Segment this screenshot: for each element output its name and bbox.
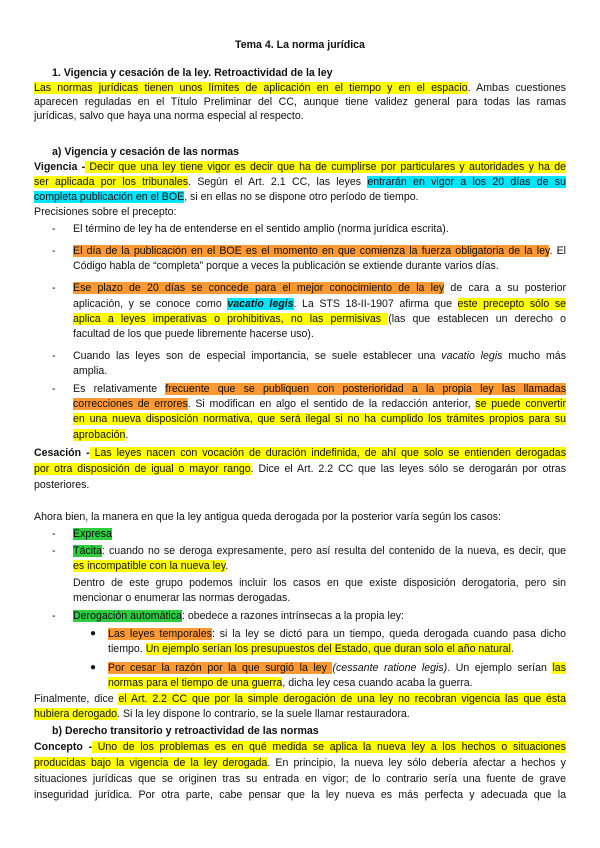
dash-bullet: - <box>52 282 56 294</box>
subheading-b: b) Derecho transitorio y retroactividad de las normas <box>52 725 319 737</box>
intro-line-1: Las normas jurídicas tienen unos límites de aplicación en el tiempo y en el espacio. Ambas cuestiones <box>34 82 566 94</box>
precision-3-line-1: Ese plazo de 20 días se concede para el mejor conocimiento de la ley de cara a su posterior <box>73 282 566 294</box>
derogacion-tacita-line-1: Tácita: cuando no se deroga expresamente, pero así resulta del contenido de la nueva, es decir, que <box>73 545 566 557</box>
concepto-line-3: situaciones jurídicas que se originen tras su entrada en vigor; de lo contrario sería una fuente de grave <box>34 773 566 785</box>
intro-line-3: jurídicas, salvo que haya una norma especial al respecto. <box>34 110 304 122</box>
vigencia-line-3: completa publicación en el BOE, si en ellas no se dispone otro período de tiempo. <box>34 191 419 203</box>
automatica-item-1-line-1: Las leyes temporales: si la ley se dictó para un tiempo, queda derogada cuando pasa dicho <box>108 628 567 640</box>
intro-line-2: aparecen reguladas en el Título Preliminar del CC, aunque tiene validez general para todas las ramas <box>34 96 566 108</box>
concepto-line-4: inseguridad jurídica. Por otra parte, cabe pensar que la ley nueva es más perfecta y adecuada que la <box>34 789 566 801</box>
precision-5-line-3: en una nueva disposición normativa, que será ilegal si no ha cumplido los trámites propios para su <box>73 413 566 425</box>
precision-2-line-1: El día de la publicación en el BOE es el momento en que comienza la fuerza obligatoria de la ley. El <box>73 245 566 257</box>
derogacion-tacita-line-4: mencionar o enumerar las normas derogadas. <box>73 592 291 604</box>
cesacion-line-3: posteriores. <box>34 479 90 491</box>
dash-bullet: - <box>52 528 56 540</box>
dash-bullet: - <box>52 545 56 557</box>
precision-1: El término de ley ha de entenderse en el sentido amplio (norma jurídica escrita). <box>73 223 449 235</box>
precision-5-line-2: correcciones de errores. Si modifican en algo el sentido de la redacción anterior, se puede convertir <box>73 398 566 410</box>
cesacion-line-2: por otra disposición de igual o mayor rango. Dice el Art. 2.2 CC que las leyes sólo se derogarán por otras <box>34 463 566 475</box>
precision-4-line-2: amplia. <box>73 365 108 377</box>
derogacion-automatica: Derogación automática: obedece a razones intrínsecas a la propia ley: <box>73 610 404 622</box>
automatica-item-2-line-1: Por cesar la razón por la que surgió la ley (cessante ratione legis). Un ejemplo serían las <box>108 662 566 674</box>
dash-bullet: - <box>52 350 56 362</box>
automatica-item-1-line-2: tiempo. Un ejemplo serían los presupuestos del Estado, que duran solo el año natural. <box>108 643 514 655</box>
derogacion-tacita-line-3: Dentro de este grupo podemos incluir los casos en que existe disposición derogatoria, pero sin <box>73 577 566 589</box>
dash-bullet: - <box>52 610 56 622</box>
ahora-line: Ahora bien, la manera en que la ley antigua queda derogada por la posterior varía según los casos: <box>34 511 502 523</box>
precision-5-line-4: aprobación. <box>73 429 129 441</box>
precision-2-line-2: Código habla de “completa” porque a veces la publicación se extiende durante varios días. <box>73 260 499 272</box>
dash-bullet: - <box>52 245 56 257</box>
dash-bullet: - <box>52 383 56 395</box>
vigencia-line-1: Vigencia - Decir que una ley tiene vigor es decir que ha de cumplirse por particulares y autoridades y ha de <box>34 161 566 173</box>
subheading-a: a) Vigencia y cesación de las normas <box>52 146 240 158</box>
vigencia-line-2: ser aplicada por los tribunales. Según el Art. 2.1 CC, las leyes entrarán en vigor a los 20 días de su <box>34 176 566 188</box>
precision-4-line-1: Cuando las leyes son de especial importancia, se suele establecer una vacatio legis mucho más <box>73 350 567 362</box>
concepto-line-1: Concepto - Uno de los problemas es en qué medida se aplica la nueva ley a los hechos o situaciones <box>34 741 566 753</box>
precision-3-line-3: aplica a leyes imperativas o prohibitivas, no las permisivas (las que establecen un derecho o <box>73 313 566 325</box>
round-bullet: ● <box>90 628 97 639</box>
concepto-line-2: producidas bajo la vigencia de la ley derogada. En principio, la nueva ley sólo debería afectar a hechos y <box>34 757 566 769</box>
precision-3-line-2: aplicación, y se conoce como vacatio legis. La STS 18-II-1907 afirma que este precepto sólo se <box>73 298 567 310</box>
page-title: Tema 4. La norma jurídica <box>235 39 365 51</box>
dash-bullet: - <box>52 223 56 235</box>
finalmente-line-2: hubiera derogado. Si la ley dispone lo contrario, se la suele llamar restauradora. <box>34 708 410 720</box>
automatica-item-2-line-2: normas para el tiempo de una guerra, dicha ley cesa cuando acaba la guerra. <box>108 677 473 689</box>
section-heading-1: 1. Vigencia y cesación de la ley. Retroactividad de la ley <box>52 67 333 79</box>
precision-3-line-4: facultad de los que puede libremente hacerse uso). <box>73 328 314 340</box>
finalmente-line-1: Finalmente, dice el Art. 2.2 CC que por la simple derogación de una ley no recobran vigencia las que ésta <box>34 693 566 705</box>
derogacion-tacita-line-2: es incompatible con la nueva ley. <box>73 560 229 572</box>
round-bullet: ● <box>90 662 97 673</box>
precisiones-heading: Precisiones sobre el precepto: <box>34 206 177 218</box>
derogacion-expresa: Expresa <box>73 528 112 540</box>
precision-5-line-1: Es relativamente frecuente que se publiquen con posterioridad a la propia ley las llamadas <box>73 383 566 395</box>
cesacion-line-1: Cesación - Las leyes nacen con vocación de duración indefinida, de ahí que solo se entienden derogadas <box>34 447 566 459</box>
